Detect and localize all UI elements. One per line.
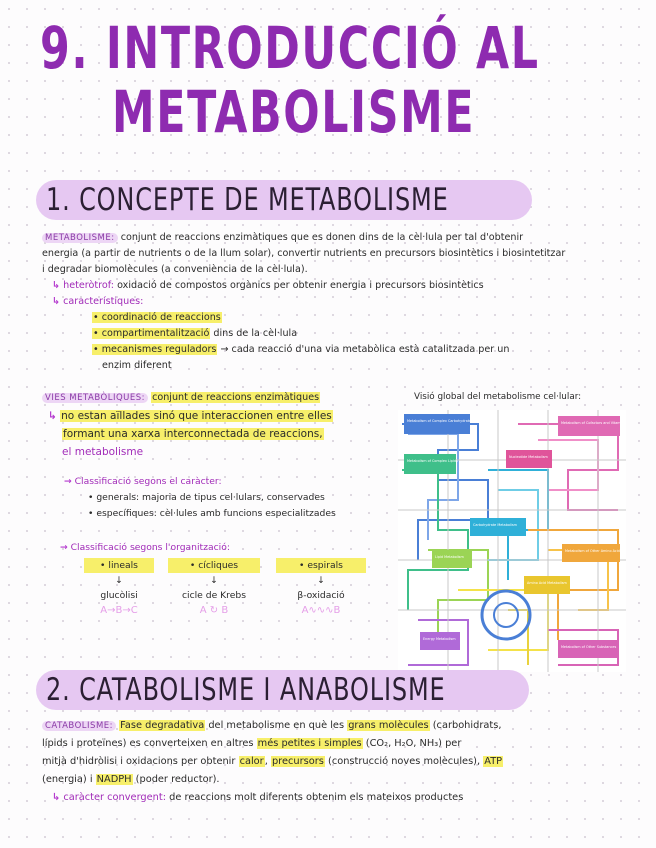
convergent-item — [52, 790, 463, 806]
class1-item-1: • generals: majoria de tipus cel·lulars, conservades — [88, 492, 325, 503]
map-label-e: Carbohydrate Metabolism — [473, 523, 517, 527]
char-item-3-text: → cada reacció d'una via metabòlica està catalitzada per un — [220, 344, 510, 355]
map-label-b: Metabolism of Cofactors and Vitamins — [561, 421, 626, 425]
page-title-line1: 9. INTRODUCCIÓ AL — [40, 14, 540, 82]
arrow-icon: ↳ — [52, 296, 61, 307]
org-example-cicliques: cicle de Krebs — [181, 590, 247, 601]
catabolisme-label: CATABOLISME: — [42, 721, 116, 731]
class1-item-2: • específiques: cèl·lules amb funcions especialitzades — [88, 508, 336, 519]
page-title-line2: METABOLISME — [112, 78, 476, 146]
caracteristiques-item — [52, 294, 143, 310]
definition-line-3: i degradar biomolècules (a conveniència de la cèl·lula). — [42, 264, 308, 275]
cat-l2-c: (CO₂, H₂O, NH₃) per — [365, 738, 462, 749]
vies-line-1 — [42, 390, 320, 406]
vies-line-3 — [62, 426, 324, 442]
down-arrow-icon: ↓ — [115, 575, 123, 586]
section-heading-2-text: 2. CATABOLISME I ANABOLISME — [46, 672, 446, 708]
cat-l3-a: mitjà d'hidròlisi i oxidacions per obtenir — [42, 756, 236, 767]
arrow-icon: ↳ — [52, 792, 61, 803]
arrow-icon: → — [64, 476, 72, 487]
char-item-3 — [92, 342, 509, 358]
cat-l1-b: del metabolisme en què les — [208, 720, 345, 731]
char-item-2-text: dins de la cèl·lula — [213, 328, 298, 339]
convergent-word: caràcter convergent: — [63, 792, 167, 803]
char-item-1-text: • coordinació de reaccions — [93, 312, 221, 323]
org-col-lineals — [84, 558, 154, 618]
vies-label: VIES METABÒLIQUES: — [42, 393, 148, 403]
map-label-d: Nucleotide Metabolism — [509, 455, 548, 459]
cat-l3-e: (construcció noves molècules), — [328, 756, 481, 767]
vies-line-2 — [48, 408, 333, 424]
caracteristiques-word: característiques: — [63, 296, 144, 307]
cat-line-4 — [42, 772, 220, 788]
cat-l4-b: NADPH — [96, 774, 132, 785]
down-arrow-icon: ↓ — [210, 575, 218, 586]
cat-l1-c: grans molècules — [348, 720, 429, 731]
vies-def: conjunt de reaccions enzimàtiques — [152, 392, 320, 403]
map-label-a: Metabolism of Complex Carbohydrates — [407, 419, 473, 423]
cat-l4-c: (poder reductor). — [135, 774, 220, 785]
cat-line-1 — [42, 718, 501, 734]
class1-text: Classificació segons el caràcter: — [74, 476, 222, 487]
convergent-text: de reaccions molt diferents obtenim els mateixos productes — [169, 792, 464, 803]
metabolic-map-svg — [398, 410, 626, 672]
char-item-3-line2: enzim diferent — [102, 360, 172, 371]
char-item-3-word: • mecanismes reguladors — [93, 344, 217, 355]
map-label-c: Metabolism of Complex Lipids — [407, 459, 458, 463]
cat-line-2 — [42, 736, 461, 752]
org-type-espirals: • espirals — [276, 558, 366, 573]
org-diagram-espirals: A∿∿∿B — [301, 605, 341, 616]
org-type-cicliques: • cícliques — [168, 558, 260, 573]
definition-line-1 — [42, 230, 523, 246]
definition-line-2: energia (a partir de nutrients o de la llum solar), convertir nutrients en precursors biosintètics i biosintetitzar — [42, 248, 566, 259]
section-heading-1 — [36, 180, 532, 220]
heterotrof-item — [52, 278, 484, 294]
down-arrow-icon: ↓ — [317, 575, 325, 586]
cat-l1-d: (carbohidrats, — [432, 720, 502, 731]
arrow-icon: → — [60, 542, 68, 553]
arrow-icon: ↳ — [52, 280, 61, 291]
section-heading-1-text: 1. CONCEPTE DE METABOLISME — [46, 182, 449, 218]
class1-heading — [64, 474, 222, 489]
cat-l2-b: més petites i simples — [257, 738, 362, 749]
class2-text: Classificació segons l'organització: — [70, 542, 230, 553]
metabolic-map-image — [398, 410, 626, 672]
org-example-espirals: β-oxidació — [297, 590, 345, 601]
org-diagram-cicliques: A ↻ B — [199, 605, 229, 616]
arrow-icon: ↳ — [48, 410, 57, 422]
cat-l3-d: precursors — [271, 756, 324, 767]
map-label-f: Lipid Metabolism — [435, 555, 464, 559]
cat-l4-a: (energia) i — [42, 774, 93, 785]
cat-l2-a: lípids i proteïnes) es converteixen en altres — [42, 738, 254, 749]
org-col-cicliques — [168, 558, 260, 618]
map-label-g: Metabolism of Other Amino Acids — [565, 549, 622, 553]
section-heading-2 — [36, 670, 529, 710]
cat-l1-a: Fase degradativa — [120, 720, 205, 731]
heterotrof-word: heteròtrof: — [63, 280, 114, 291]
heterotrof-text: oxidació de compostos orgànics per obtenir energia i precursors biosintètics — [117, 280, 484, 291]
map-label-i: Energy Metabolism — [423, 637, 456, 641]
cat-l3-b: calor — [239, 756, 264, 767]
map-label-h: Amino Acid Metabolism — [527, 581, 567, 585]
map-caption: Visió global del metabolisme cel·lular: — [414, 392, 582, 402]
org-col-espirals — [276, 558, 366, 618]
metabolisme-label: METABOLISME: — [42, 233, 118, 243]
char-item-2-word: • compartimentalització — [93, 328, 210, 339]
map-label-j: Metabolism of Other Substances — [561, 645, 617, 649]
vies-line-3-text: formant una xarxa interconnectada de reaccions, — [63, 428, 323, 440]
cat-line-3 — [42, 754, 503, 770]
org-example-lineals: glucòlisi — [100, 590, 138, 601]
org-diagram-lineals: A→B→C — [100, 605, 138, 616]
definition-text-1: conjunt de reaccions enzimàtiques que es donen dins de la cèl·lula per tal d'obtenir — [120, 232, 524, 243]
org-type-lineals: • lineals — [84, 558, 154, 573]
char-item-2 — [92, 326, 297, 342]
vies-line-2-text: no estan aïllades sinó que interaccionen entre elles — [61, 410, 332, 422]
vies-line-4: el metabolisme — [62, 446, 144, 458]
char-item-1 — [92, 310, 222, 326]
cat-l3-f: ATP — [484, 756, 503, 767]
class2-heading — [60, 540, 230, 555]
cat-l3-c: , — [264, 756, 268, 767]
